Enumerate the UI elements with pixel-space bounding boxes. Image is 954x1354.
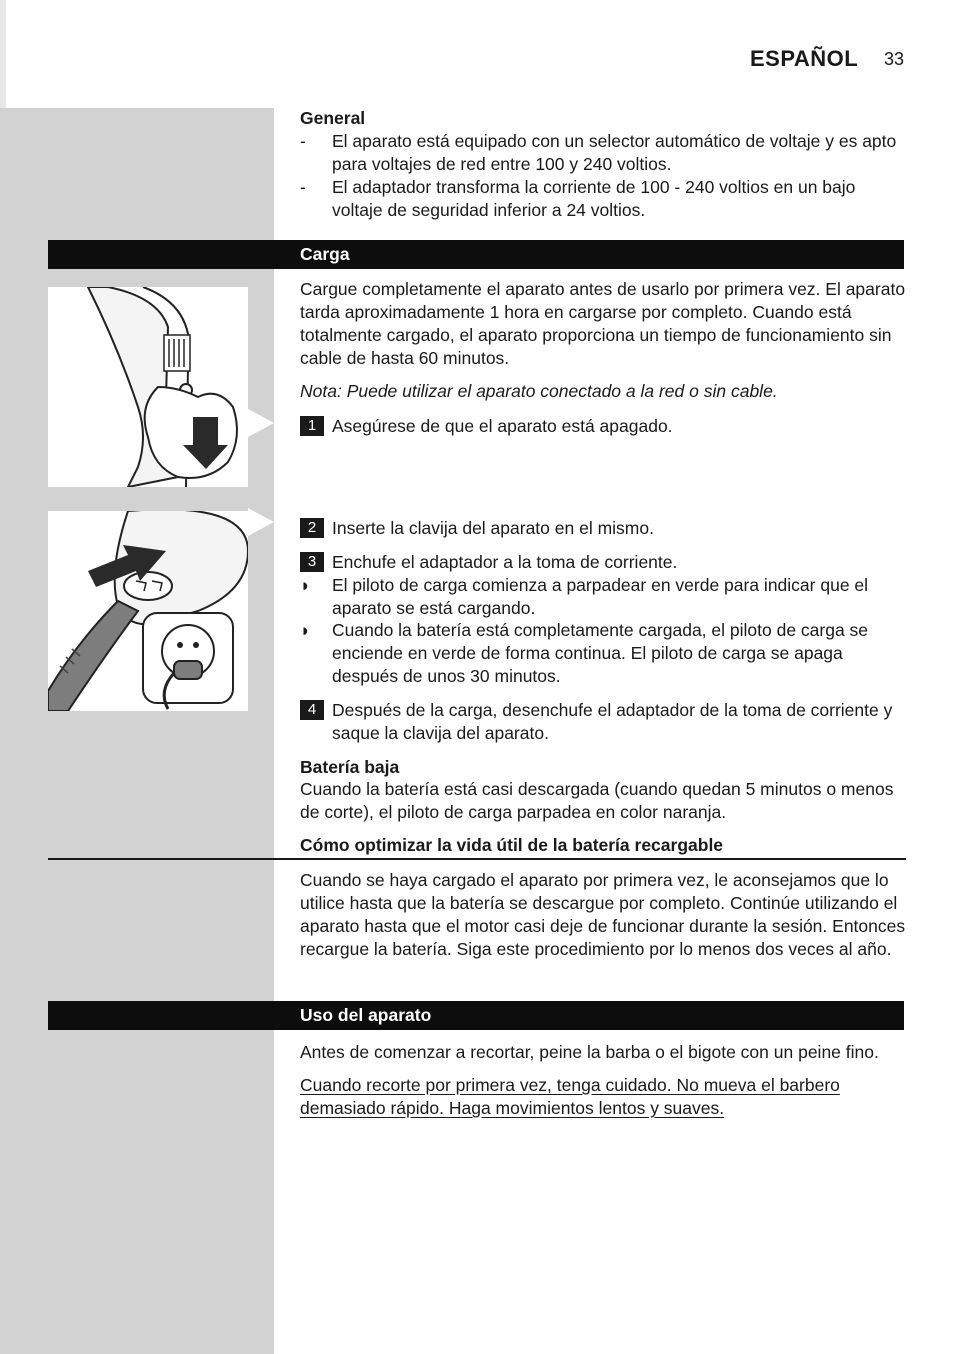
trimmer-switch-icon — [48, 287, 248, 487]
step-number: 4 — [300, 700, 324, 720]
uso-warning: Cuando recorte por primera vez, tenga cuidado. No mueva el barbero demasiado rápido. Haga movimientos lentos y suaves. — [300, 1075, 840, 1118]
carga-note: Nota: Puede utilizar el aparato conectado a la red o sin cable. — [300, 381, 778, 401]
step-number: 3 — [300, 552, 324, 572]
page-number: 33 — [884, 49, 905, 69]
result-marker-icon: ◗ — [300, 620, 311, 640]
general-heading: General — [300, 108, 366, 128]
step-number: 2 — [300, 518, 324, 538]
page-language: ESPAÑOL — [750, 46, 859, 71]
uso-text: Antes de comenzar a recortar, peine la barba o el bigote con un peine fino. — [300, 1042, 879, 1062]
bateria-heading: Batería baja — [300, 757, 400, 777]
page-corner-shade — [0, 0, 6, 108]
optimizar-heading: Cómo optimizar la vida útil de la batería recargable — [300, 835, 724, 855]
section-rule — [48, 858, 906, 860]
figure-pointer-1 — [248, 409, 274, 437]
section-bar-carga — [48, 240, 904, 269]
section-bar-uso — [48, 1001, 904, 1030]
carga-heading: Carga — [300, 244, 350, 264]
optimizar-text: Cuando se haya cargado el aparato por primera vez, le aconsejamos que lo utilice hasta que la batería se descargue por completo. Continúe utilizando el aparato hasta que el motor casi deje de funcionar durante la sesión. Entonces recargue la batería. Siga este procedimiento por lo menos dos veces al año. — [300, 870, 906, 959]
step-number: 1 — [300, 416, 324, 436]
uso-heading: Uso del aparato — [300, 1005, 432, 1025]
bateria-text: Cuando la batería está casi descargada (cuando quedan 5 minutos o menos de corte), el piloto de carga parpadea en color naranja. — [300, 779, 894, 822]
result-marker-icon: ◗ — [300, 575, 311, 595]
carga-intro: Cargue completamente el aparato antes de usarlo por primera vez. El aparato tarda aproximadamente 1 hora en cargarse por completo. Cuando está totalmente cargado, el aparato proporciona un tiempo de funcionamiento sin cable de hasta 60 minutos. — [300, 279, 906, 368]
figure-pointer-2 — [248, 508, 274, 536]
charger-plug-icon — [48, 511, 248, 711]
